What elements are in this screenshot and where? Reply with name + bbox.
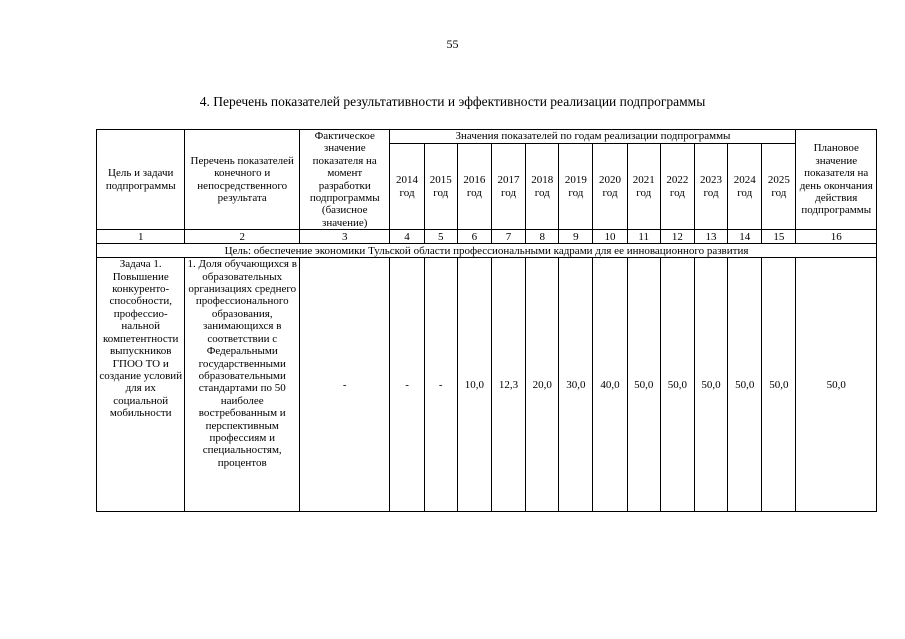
header-year-2018 xyxy=(526,144,559,230)
header-values-by-year: Значения показателей по годам реализации подпрограммы xyxy=(390,130,796,144)
header-actual-value: Фактическое значение показателя на момент разработки подпрограммы (базисное значение) xyxy=(300,130,390,230)
column-number: 4 xyxy=(390,230,424,244)
header-year-label: 2014 xyxy=(396,174,419,187)
header-planned-value: Плановое значение показателя на день окончания действия подпрограммы xyxy=(796,130,877,230)
year-value-cell: 20,0 xyxy=(526,258,559,512)
header-year-2020 xyxy=(593,144,627,230)
column-number: 13 xyxy=(694,230,727,244)
year-value-cell: 50,0 xyxy=(728,258,762,512)
header-year-2016 xyxy=(457,144,491,230)
column-numbers-row xyxy=(97,230,877,244)
header-year-2021 xyxy=(627,144,660,230)
header-row-1 xyxy=(97,130,877,144)
header-year-unit: год xyxy=(568,186,584,199)
header-year-label: 2020 xyxy=(599,174,622,187)
header-year-2019 xyxy=(559,144,593,230)
header-year-2025 xyxy=(762,144,796,230)
column-number: 7 xyxy=(491,230,525,244)
column-number: 5 xyxy=(424,230,457,244)
header-year-unit: год xyxy=(399,186,415,199)
year-value-cell: 40,0 xyxy=(593,258,627,512)
column-number: 16 xyxy=(796,230,877,244)
header-year-unit: год xyxy=(433,186,449,199)
column-number: 8 xyxy=(526,230,559,244)
page-number: 55 xyxy=(446,37,459,51)
header-year-unit: год xyxy=(771,186,787,199)
indicators-table xyxy=(96,129,877,512)
header-year-label: 2016 xyxy=(463,174,486,187)
header-year-unit: год xyxy=(466,186,482,199)
header-year-2015 xyxy=(424,144,457,230)
document-title: 4. Перечень показателей результативности и эффективности реализации подпрограммы xyxy=(199,94,706,109)
table-row xyxy=(97,258,877,512)
column-number: 6 xyxy=(457,230,491,244)
header-year-label: 2022 xyxy=(666,174,689,187)
column-number: 3 xyxy=(300,230,390,244)
header-year-label: 2024 xyxy=(733,174,756,187)
header-year-2024 xyxy=(728,144,762,230)
header-year-unit: год xyxy=(602,186,618,199)
header-year-label: 2017 xyxy=(497,174,520,187)
actual-value-cell: - xyxy=(300,258,390,512)
header-year-unit: год xyxy=(703,186,719,199)
header-year-unit: год xyxy=(534,186,550,199)
header-year-2014 xyxy=(390,144,424,230)
task-cell: Задача 1. Повышение конкуренто-способности, профессио-нальной компетентности выпускников ГПОО ТО и создание условий для их социальной мобильности xyxy=(97,258,185,512)
column-number: 12 xyxy=(660,230,694,244)
column-number: 9 xyxy=(559,230,593,244)
header-indicators: Перечень показателей конечного и непосредственного результата xyxy=(185,130,300,230)
header-year-label: 2018 xyxy=(531,174,554,187)
year-value-cell: 50,0 xyxy=(660,258,694,512)
header-year-unit: год xyxy=(669,186,685,199)
column-number: 10 xyxy=(593,230,627,244)
column-number: 14 xyxy=(728,230,762,244)
year-value-cell: 10,0 xyxy=(457,258,491,512)
header-year-label: 2025 xyxy=(767,174,790,187)
indicator-cell: 1. Доля обучающихся в образовательных организациях среднего профессионального образования, занимающихся в соответствии с Федеральными государственными образовательными стандартами по 50 наиболее востребованным и перспективным профессиям и специальностям, процентов xyxy=(185,258,300,512)
header-year-2022 xyxy=(660,144,694,230)
column-number: 2 xyxy=(185,230,300,244)
column-number: 1 xyxy=(97,230,185,244)
header-year-unit: год xyxy=(636,186,652,199)
goal-row xyxy=(97,244,877,258)
header-year-label: 2023 xyxy=(700,174,723,187)
column-number: 11 xyxy=(627,230,660,244)
year-value-cell: 50,0 xyxy=(627,258,660,512)
header-year-2023 xyxy=(694,144,727,230)
header-year-unit: год xyxy=(501,186,517,199)
year-value-cell: - xyxy=(424,258,457,512)
year-value-cell: 12,3 xyxy=(491,258,525,512)
year-value-cell: 30,0 xyxy=(559,258,593,512)
header-goal-tasks: Цель и задачи подпрограммы xyxy=(97,130,185,230)
planned-value-cell: 50,0 xyxy=(796,258,877,512)
header-year-unit: год xyxy=(737,186,753,199)
header-year-2017 xyxy=(491,144,525,230)
year-value-cell: 50,0 xyxy=(762,258,796,512)
year-value-cell: 50,0 xyxy=(694,258,727,512)
column-number: 15 xyxy=(762,230,796,244)
goal-text: Цель: обеспечение экономики Тульской области профессиональными кадрами для ее инновационного развития xyxy=(97,244,877,258)
year-value-cell: - xyxy=(390,258,424,512)
header-year-label: 2015 xyxy=(429,174,452,187)
header-year-label: 2021 xyxy=(632,174,655,187)
header-year-label: 2019 xyxy=(564,174,587,187)
